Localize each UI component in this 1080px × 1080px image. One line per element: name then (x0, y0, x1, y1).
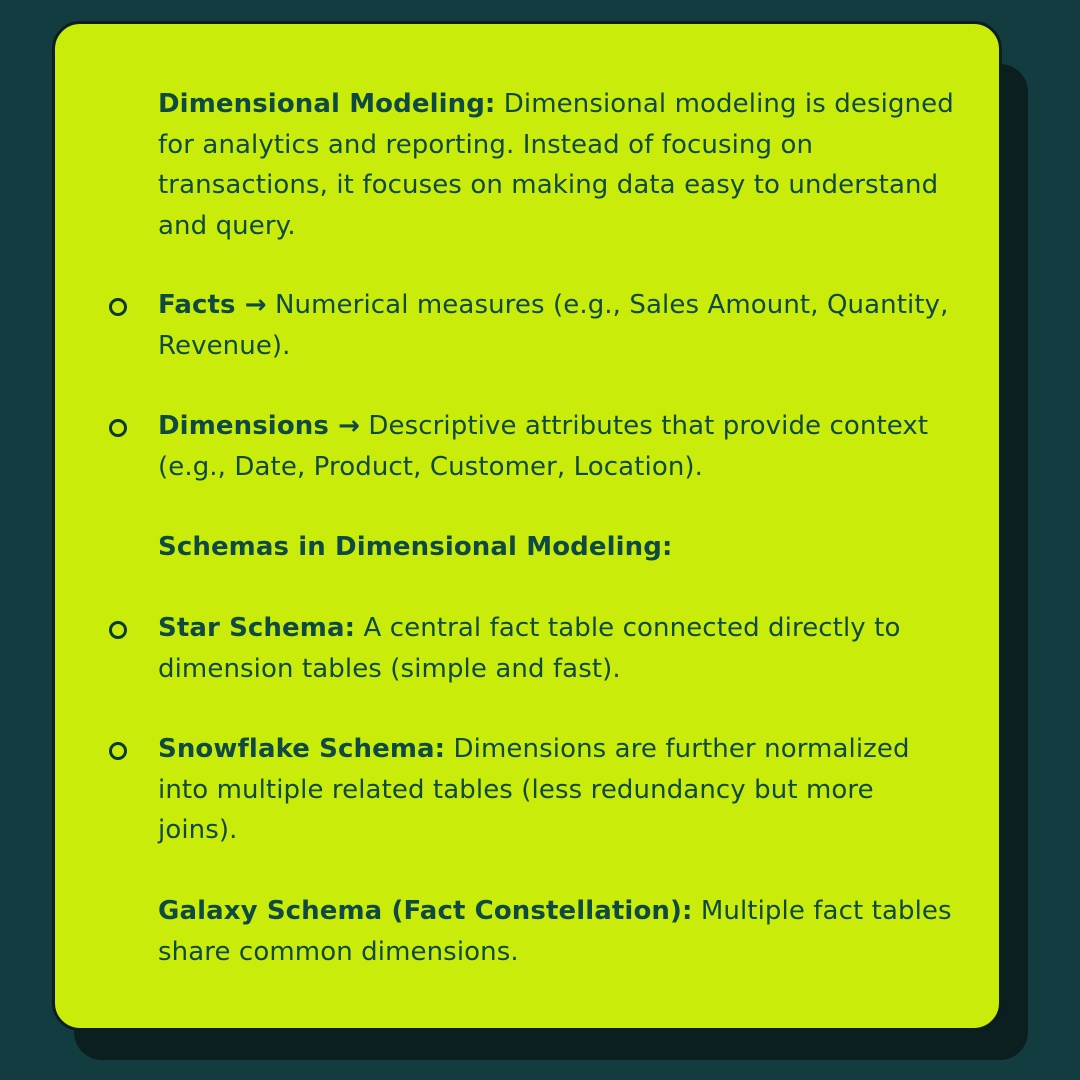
dimensions-text: Descriptive attributes that provide context (e.g., Date, Product, Customer, Location). (158, 411, 929, 482)
intro-text: Dimensional modeling is designed for analytics and reporting. Instead of focusing on transactions, it focuses on making data easy to understand and query. (158, 89, 954, 241)
content-card (52, 21, 1002, 1031)
dimensions-item (158, 406, 958, 487)
snowflake-schema-item (158, 729, 958, 851)
bullet-circle-icon (109, 621, 127, 639)
bullet-circle-icon (109, 298, 127, 316)
bullet-circle-icon (109, 742, 127, 760)
galaxy-schema-item (158, 891, 958, 972)
schemas-heading (158, 527, 958, 568)
galaxy-text: Multiple fact tables share common dimensions. (158, 896, 952, 967)
snowflake-text: Dimensions are further normalized into multiple related tables (less redundancy but more joins). (158, 734, 910, 845)
dimensions-title: Dimensions → (158, 411, 361, 441)
star-text: A central fact table connected directly to dimension tables (simple and fast). (158, 613, 901, 684)
intro-paragraph (158, 84, 958, 246)
galaxy-title: Galaxy Schema (Fact Constellation): (158, 896, 693, 926)
facts-item (158, 285, 958, 366)
card-content (55, 24, 999, 1028)
star-schema-item (158, 608, 958, 689)
intro-title: Dimensional Modeling: (158, 89, 496, 119)
bullet-circle-icon (109, 419, 127, 437)
star-title: Star Schema: (158, 613, 356, 643)
facts-title: Facts → (158, 290, 267, 320)
facts-text: Numerical measures (e.g., Sales Amount, Quantity, Revenue). (158, 290, 949, 361)
snowflake-title: Snowflake Schema: (158, 734, 446, 764)
schemas-heading-text: Schemas in Dimensional Modeling: (158, 532, 673, 562)
